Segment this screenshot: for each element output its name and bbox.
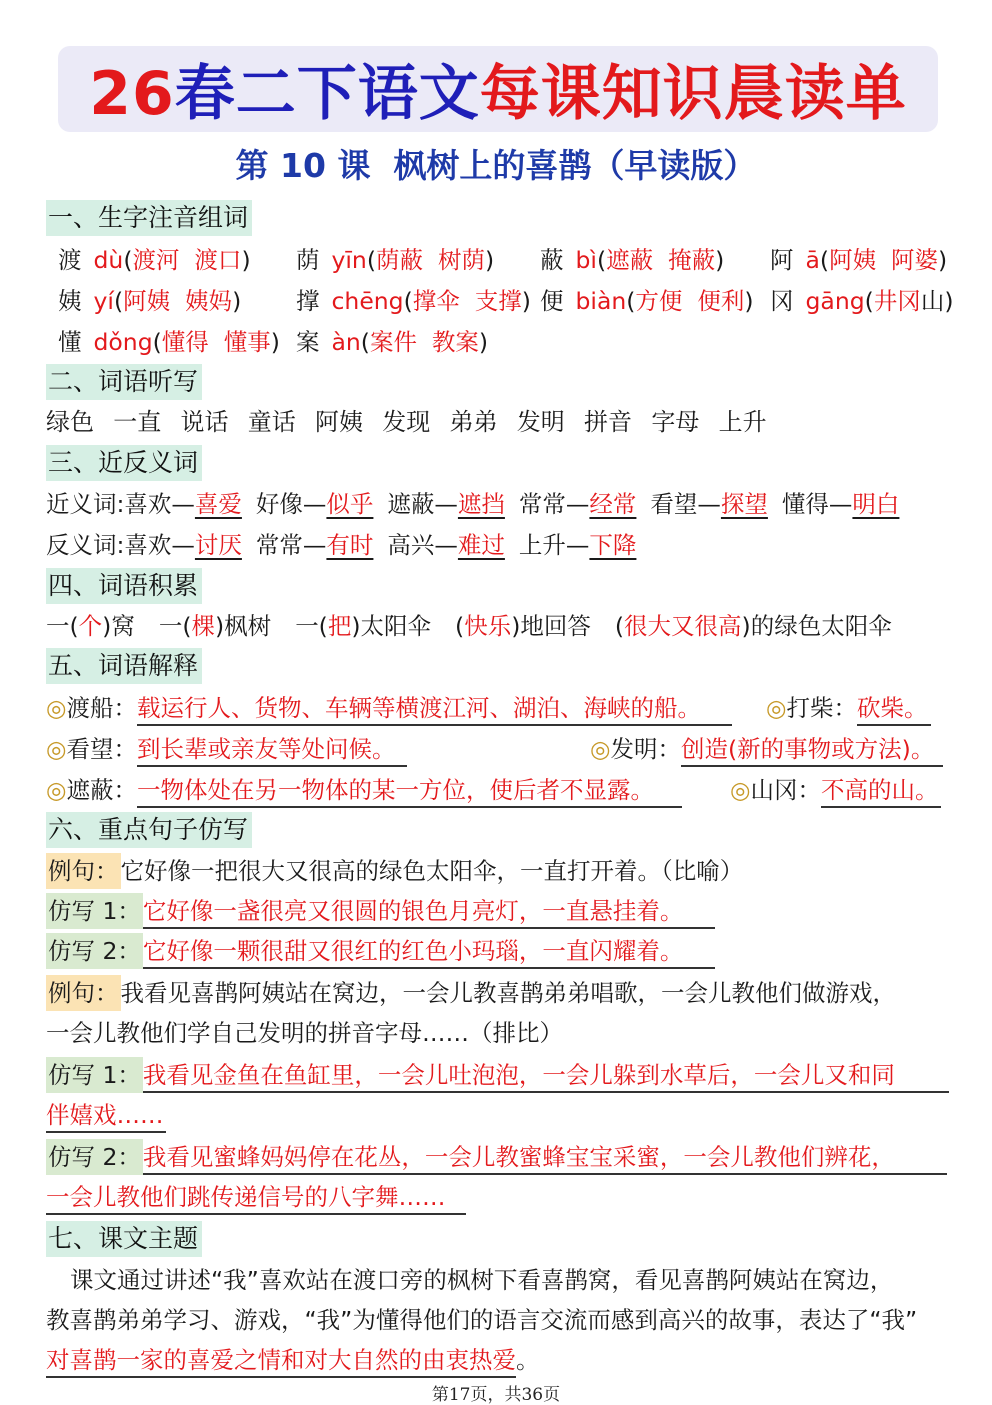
antonym-row xyxy=(46,527,636,563)
explanation-def: 不高的山。 xyxy=(821,774,941,808)
imitation-4 xyxy=(46,1139,947,1175)
explanation-term: 看望： xyxy=(66,735,138,763)
imitation-tag: 仿写 1： xyxy=(46,1057,143,1093)
word-pair xyxy=(782,490,900,518)
explanation-term: 渡船： xyxy=(66,694,138,722)
char-entry xyxy=(58,283,241,319)
pair-answer: 讨厌 xyxy=(194,531,242,559)
paren: ( xyxy=(626,287,636,315)
char: 便 xyxy=(540,287,564,315)
item-answer: 个 xyxy=(78,612,103,640)
pinyin: dǒng xyxy=(93,328,153,356)
example-2-line-2: 一会儿教他们学自己发明的拼音字母……（排比） xyxy=(46,1019,563,1047)
char: 蔽 xyxy=(540,246,564,274)
imitation-4-line-2: 一会儿教他们跳传递信号的八字舞…… xyxy=(46,1181,466,1215)
words: 井冈 xyxy=(873,287,921,315)
pair-word: 好像— xyxy=(255,490,327,518)
measure-word-item xyxy=(295,612,431,640)
theme-line-1: 课文通过讲述“我”喜欢站在渡口旁的枫树下看喜鹊窝，看见喜鹊阿姨站在窝边， xyxy=(70,1266,894,1294)
char: 懂 xyxy=(58,328,82,356)
char-entry xyxy=(58,242,251,278)
section-3-heading: 三、近反义词 xyxy=(46,445,202,481)
paren: ) xyxy=(744,287,754,315)
char-entry xyxy=(540,283,754,319)
pinyin: gāng xyxy=(805,287,865,315)
char-entry xyxy=(770,242,947,278)
bullet-icon: ◎ xyxy=(590,735,611,763)
char-entry xyxy=(540,242,724,278)
words-tail: 山 xyxy=(920,287,945,315)
example-2 xyxy=(46,975,896,1011)
paren: ( xyxy=(113,287,124,315)
bullet-icon: ◎ xyxy=(730,776,751,804)
words: 渡河 渡口 xyxy=(132,246,242,274)
pair-answer: 遮挡 xyxy=(457,490,505,518)
explanation-item xyxy=(46,772,682,808)
item-post: )枫树 xyxy=(215,612,272,640)
paren: ) xyxy=(715,246,725,274)
char: 撑 xyxy=(296,287,320,315)
word-pair xyxy=(124,531,242,559)
words: 懂得 懂事 xyxy=(161,328,271,356)
pair-answer: 难过 xyxy=(457,531,505,559)
bullet-icon: ◎ xyxy=(46,776,67,804)
explanation-item xyxy=(766,690,931,726)
measure-word-item xyxy=(159,612,271,640)
pinyin: yīn xyxy=(331,246,367,274)
char-entry xyxy=(296,242,494,278)
paren: ) xyxy=(241,246,251,274)
synonym-row xyxy=(46,486,899,522)
theme-line-3: 对喜鹊一家的喜爱之情和对大自然的由衷热爱 xyxy=(46,1344,516,1378)
paren: ( xyxy=(366,246,377,274)
bullet-icon: ◎ xyxy=(766,694,787,722)
pair-word: 常常— xyxy=(518,490,590,518)
word-pair xyxy=(256,531,374,559)
example-1-text: 它好像一把很大又很高的绿色太阳伞，一直打开着。（比喻） xyxy=(120,857,744,885)
paren: ( xyxy=(152,328,162,356)
pair-answer: 经常 xyxy=(589,490,637,518)
explanation-def: 砍柴。 xyxy=(857,692,931,726)
imitation-4-line-2-wrap xyxy=(46,1179,466,1215)
explanation-def: 创造(新的事物或方法)。 xyxy=(681,733,943,767)
measure-word-item xyxy=(455,612,591,640)
measure-word-item xyxy=(615,612,892,640)
paren: ) xyxy=(944,287,954,315)
item-pre: ( xyxy=(614,612,625,640)
example-tag: 例句： xyxy=(46,853,121,889)
pair-word: 常常— xyxy=(255,531,327,559)
example-1 xyxy=(46,853,743,889)
example-2-line-1: 我看见喜鹊阿姨站在窝边，一会儿教喜鹊弟弟唱歌，一会儿教他们做游戏， xyxy=(120,979,896,1007)
title-part2: 每课知识晨读单 xyxy=(479,59,907,129)
paren: ( xyxy=(360,328,370,356)
imitation-3-line-2: 伴嬉戏…… xyxy=(46,1099,166,1133)
paren: ( xyxy=(403,287,413,315)
char-entry xyxy=(58,324,280,360)
pair-answer: 似乎 xyxy=(326,490,374,518)
imitation-4-line-1: 我看见蜜蜂妈妈停在花丛，一会儿教蜜蜂宝宝采蜜，一会儿教他们辨花， xyxy=(143,1141,947,1175)
word-pair xyxy=(256,490,374,518)
explanation-term: 打柴： xyxy=(786,694,858,722)
explanation-term: 发明： xyxy=(610,735,682,763)
pair-word: 上升— xyxy=(518,531,590,559)
word-pair xyxy=(387,531,505,559)
paren: ( xyxy=(596,246,607,274)
pair-word: 遮蔽— xyxy=(387,490,458,518)
paren: ) xyxy=(521,287,531,315)
words: 阿姨 姨妈 xyxy=(123,287,233,315)
word-pair xyxy=(519,490,637,518)
char: 案 xyxy=(296,328,320,356)
section-5-heading: 五、词语解释 xyxy=(46,648,202,684)
words: 案件 教案 xyxy=(369,328,479,356)
words: 阿姨 阿婆 xyxy=(829,246,939,274)
example-tag: 例句： xyxy=(46,975,121,1011)
pinyin: bì xyxy=(575,246,597,274)
char: 姨 xyxy=(58,287,82,315)
char: 荫 xyxy=(296,246,320,274)
section-7-heading: 七、课文主题 xyxy=(46,1221,202,1257)
section-6-heading: 六、重点句子仿写 xyxy=(46,812,252,848)
page-footer: 第17页，共36页 xyxy=(431,1385,561,1405)
section-1-heading: 一、生字注音组词 xyxy=(46,200,252,236)
paren: ) xyxy=(270,328,280,356)
imitation-3-line-2-wrap xyxy=(46,1097,166,1133)
pinyin: àn xyxy=(331,328,361,356)
imitation-tag: 仿写 1： xyxy=(46,893,143,929)
item-answer: 棵 xyxy=(191,612,216,640)
title-banner xyxy=(58,46,938,132)
word-pair xyxy=(519,531,637,559)
paren: ) xyxy=(232,287,242,315)
char: 冈 xyxy=(770,287,794,315)
pair-answer: 有时 xyxy=(326,531,374,559)
paren: ( xyxy=(123,246,133,274)
lesson-subtitle: 第 10 课 枫树上的喜鹊（早读版） xyxy=(235,146,757,185)
char-entry xyxy=(296,283,531,319)
item-answer: 把 xyxy=(327,612,352,640)
item-pre: 一( xyxy=(46,612,79,640)
item-pre: ( xyxy=(455,612,465,640)
char: 渡 xyxy=(58,246,82,274)
imitation-2-text: 它好像一颗很甜又很红的红色小玛瑙，一直闪耀着。 xyxy=(143,935,715,969)
pair-word: 喜欢— xyxy=(124,490,195,518)
paren: ( xyxy=(819,246,830,274)
explanation-item xyxy=(46,731,407,767)
imitation-1-text: 它好像一盏很亮又很圆的银色月亮灯，一直悬挂着。 xyxy=(143,895,715,929)
explanation-def: 到长辈或亲友等处问候。 xyxy=(137,733,407,767)
pinyin: chēng xyxy=(331,287,404,315)
explanation-term: 山冈： xyxy=(750,776,822,804)
explanation-def: 一物体处在另一物体的某一方位，使后者不显露。 xyxy=(137,774,682,808)
paren: ) xyxy=(484,246,495,274)
imitation-3 xyxy=(46,1057,949,1093)
pair-word: 高兴— xyxy=(387,531,458,559)
pinyin: yí xyxy=(93,287,114,315)
word-pair xyxy=(650,490,768,518)
dictation-words: 绿色 一直 说话 童话 阿姨 发现 弟弟 发明 拼音 字母 上升 xyxy=(46,408,767,436)
explanation-term: 遮蔽： xyxy=(66,776,138,804)
pair-label: 反义词: xyxy=(46,531,125,559)
words: 撑伞 支撑 xyxy=(412,287,522,315)
pair-word: 懂得— xyxy=(781,490,853,518)
pinyin: dù xyxy=(93,246,124,274)
imitation-1 xyxy=(46,893,715,929)
char-entry xyxy=(296,324,488,360)
title-grade: 春二下语文 xyxy=(174,59,480,129)
word-pair xyxy=(387,490,505,518)
pinyin: biàn xyxy=(575,287,627,315)
item-pre: 一( xyxy=(158,612,192,640)
pinyin: ā xyxy=(805,246,820,274)
bullet-icon: ◎ xyxy=(46,694,67,722)
theme-paragraph xyxy=(46,1260,952,1380)
paren: ) xyxy=(938,246,948,274)
char: 阿 xyxy=(770,246,794,274)
item-answer: 快乐 xyxy=(464,612,512,640)
item-pre: 一( xyxy=(295,612,328,640)
section-4-heading: 四、词语积累 xyxy=(46,568,202,604)
title-part1 xyxy=(89,46,480,132)
bullet-icon: ◎ xyxy=(46,735,67,763)
char-entry xyxy=(770,283,953,319)
imitation-tag: 仿写 2： xyxy=(46,1139,143,1175)
item-post: )窝 xyxy=(102,612,135,640)
measure-word-item xyxy=(46,612,135,640)
word-accumulation-row xyxy=(46,608,892,644)
word-pair xyxy=(124,490,242,518)
imitation-2 xyxy=(46,933,715,969)
pair-word: 喜欢— xyxy=(124,531,195,559)
pair-word: 看望— xyxy=(650,490,721,518)
paren: ) xyxy=(478,328,489,356)
explanation-def: 载运行人、货物、车辆等横渡江河、湖泊、海峡的船。 xyxy=(137,692,732,726)
imitation-3-line-1: 我看见金鱼在鱼缸里，一会儿吐泡泡，一会儿躲到水草后，一会儿又和同 xyxy=(143,1059,949,1093)
item-answer: 很大又很高 xyxy=(624,612,742,640)
pair-answer: 探望 xyxy=(720,490,768,518)
pair-answer: 下降 xyxy=(589,531,637,559)
words: 荫蔽 树荫 xyxy=(376,246,485,274)
item-post: )的绿色太阳伞 xyxy=(741,612,892,640)
words: 遮蔽 掩蔽 xyxy=(606,246,716,274)
theme-line-3-end: 。 xyxy=(516,1346,540,1374)
pair-answer: 明白 xyxy=(852,490,900,518)
pair-answer: 喜爱 xyxy=(194,490,242,518)
paren: ( xyxy=(864,287,874,315)
imitation-tag: 仿写 2： xyxy=(46,933,143,969)
explanation-item xyxy=(46,690,732,726)
theme-line-2: 教喜鹊弟弟学习、游戏，“我”为懂得他们的语言交流而感到高兴的故事，表达了“我” xyxy=(46,1306,918,1334)
explanation-item xyxy=(590,731,943,767)
section-2-heading: 二、词语听写 xyxy=(46,364,202,400)
item-post: )地回答 xyxy=(511,612,591,640)
explanation-item xyxy=(730,772,941,808)
pair-label: 近义词: xyxy=(46,490,125,518)
title-number: 26 xyxy=(89,59,175,129)
item-post: )太阳伞 xyxy=(351,612,432,640)
words: 方便 便利 xyxy=(635,287,745,315)
